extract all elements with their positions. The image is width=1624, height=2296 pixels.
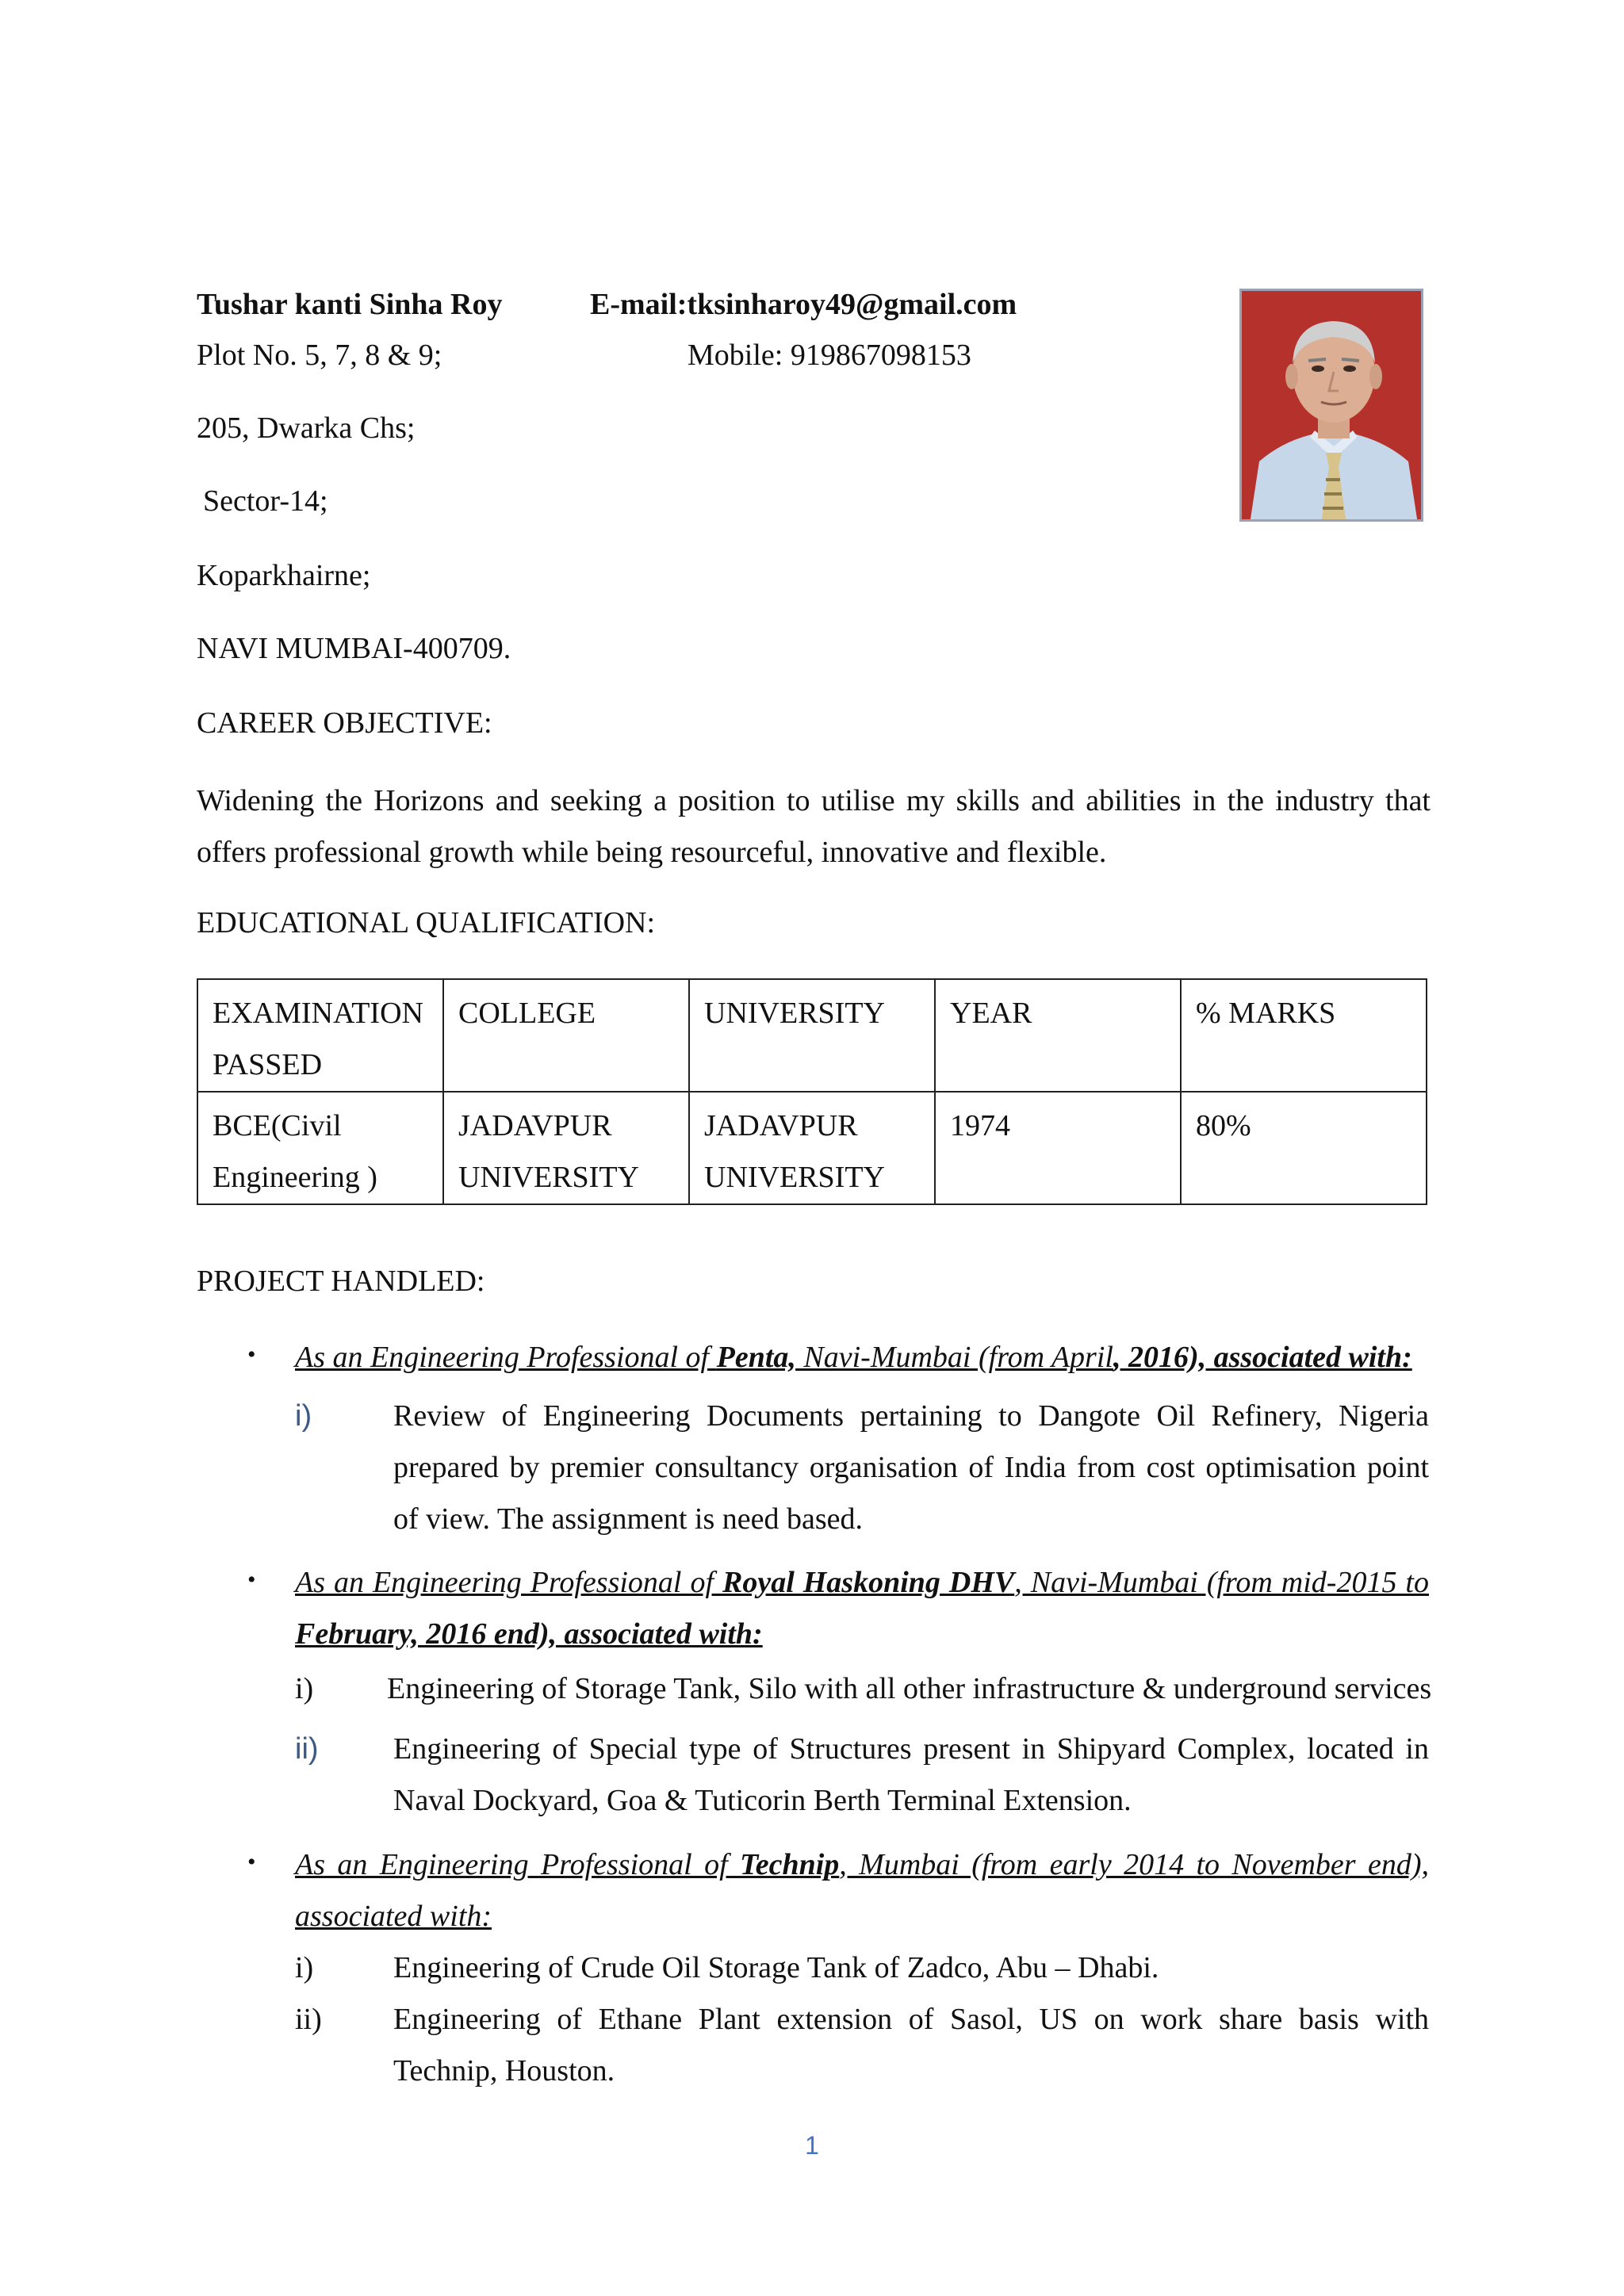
- column-header: COLLEGE: [443, 979, 689, 1092]
- project-2-heading-part: As an Engineering Professional of: [295, 1566, 722, 1599]
- education-heading: EDUCATIONAL QUALIFICATION:: [197, 906, 656, 939]
- email: E-mail:tksinharoy49@gmail.com: [590, 288, 1017, 321]
- column-header: EXAMINATION PASSED: [197, 979, 443, 1092]
- project-2-company: Royal Haskoning DHV: [722, 1566, 1015, 1599]
- bullet-icon: •: [247, 1849, 256, 1875]
- project-2-item-1-number: i): [295, 1672, 314, 1705]
- candidate-name: Tushar kanti Sinha Roy: [197, 288, 503, 321]
- project-3-item-2-text: Engineering of Ethane Plant extension of Sasol, US on work share basis with Technip, Houston.: [393, 2003, 1429, 2087]
- project-3-heading-part: As an Engineering Professional of: [295, 1848, 741, 1881]
- project-2-heading: [295, 1557, 1429, 1660]
- address-line-1: Plot No. 5, 7, 8 & 9;: [197, 339, 442, 372]
- project-2-item-2-text: Engineering of Special type of Structures present in Shipyard Complex, located in Naval Dockyard, Goa & Tuticorin Berth Terminal Extension.: [393, 1732, 1429, 1817]
- project-1-item-1-text: Review of Engineering Documents pertaining to Dangote Oil Refinery, Nigeria prepared by premier consultancy organisation of India from cost optimisation point of view. The assignment is need based.: [393, 1399, 1429, 1536]
- address-line-5: NAVI MUMBAI-400709.: [197, 632, 511, 665]
- project-2-item-1-text: Engineering of Storage Tank, Silo with all other infrastructure & underground services: [387, 1672, 1432, 1705]
- address-line-2: 205, Dwarka Chs;: [197, 411, 416, 445]
- career-objective-text: Widening the Horizons and seeking a position to utilise my skills and abilities in the industry that offers professional growth while being resourceful, innovative and flexible.: [197, 784, 1431, 869]
- page-number: 1: [805, 2131, 819, 2160]
- project-1-heading-part: Navi-Mumbai (from April: [795, 1341, 1113, 1374]
- bullet-icon: •: [247, 1341, 256, 1368]
- project-3-company: Technip: [740, 1848, 840, 1881]
- profile-photo: [1239, 289, 1423, 522]
- table-cell: 80%: [1181, 1092, 1427, 1204]
- career-objective-heading: CAREER OBJECTIVE:: [197, 706, 492, 740]
- project-2-item-2-number: ii): [295, 1732, 319, 1766]
- project-1-heading-part: , 2016), associated with:: [1113, 1341, 1412, 1374]
- address-line-4: Koparkhairne;: [197, 559, 371, 592]
- project-3-item-1-text: Engineering of Crude Oil Storage Tank of Zadco, Abu – Dhabi.: [393, 1951, 1159, 1984]
- project-1-heading: [295, 1332, 1429, 1383]
- project-1-company: Penta,: [716, 1341, 796, 1374]
- table-cell: 1974: [935, 1092, 1181, 1204]
- table-header-row: [197, 979, 1427, 1092]
- table-cell: JADAVPUR UNIVERSITY: [443, 1092, 689, 1204]
- person-photo-icon: [1242, 291, 1423, 522]
- bullet-icon: •: [247, 1567, 256, 1593]
- project-3-heading-part: , Mumbai (from early 2014 to November end), associated with:: [295, 1848, 1429, 1933]
- table-row: [197, 1092, 1427, 1204]
- education-table: [197, 978, 1427, 1205]
- project-3-heading: [295, 1839, 1429, 1942]
- project-2-heading-part: , Navi-Mumbai (from mid-2015 to: [1014, 1566, 1429, 1599]
- table-cell: BCE(Civil Engineering ): [197, 1092, 443, 1204]
- project-2-heading-part: February, 2016 end), associated with:: [295, 1617, 763, 1651]
- mobile: Mobile: 919867098153: [688, 339, 971, 372]
- project-1-item-1-number: i): [295, 1399, 312, 1433]
- project-3-item-2-number: ii): [295, 2003, 322, 2036]
- table-cell: JADAVPUR UNIVERSITY: [689, 1092, 935, 1204]
- project-3-item-1-number: i): [295, 1951, 314, 1984]
- address-line-3: Sector-14;: [203, 484, 328, 518]
- column-header: % MARKS: [1181, 979, 1427, 1092]
- column-header: UNIVERSITY: [689, 979, 935, 1092]
- column-header: YEAR: [935, 979, 1181, 1092]
- projects-heading: PROJECT HANDLED:: [197, 1265, 485, 1298]
- project-1-heading-part: As an Engineering Professional of: [295, 1341, 717, 1374]
